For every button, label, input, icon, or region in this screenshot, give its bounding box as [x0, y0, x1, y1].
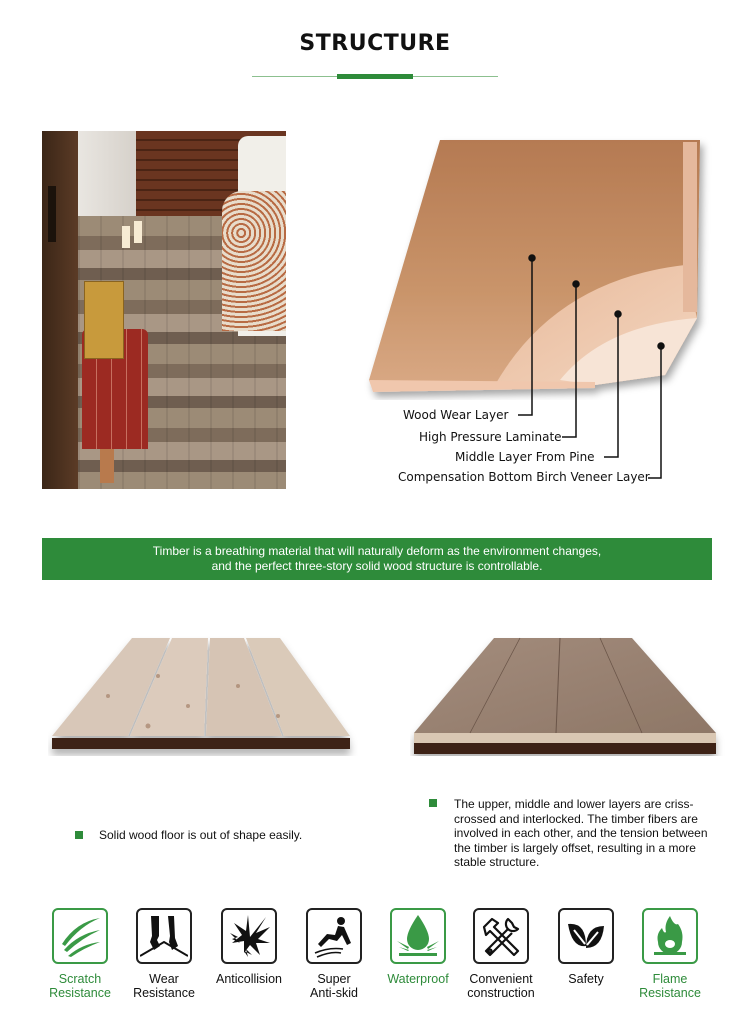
- callout-high-pressure-laminate: High Pressure Laminate: [419, 430, 562, 444]
- anticollision-icon: [221, 908, 277, 964]
- callout-leaders: [0, 0, 750, 500]
- feature-waterproof: Waterproof: [373, 908, 463, 986]
- solid-wood-board-image: [48, 636, 358, 761]
- solid-wood-description: Solid wood floor is out of shape easily.: [99, 828, 303, 842]
- leaf-icon: [558, 908, 614, 964]
- callout-bottom-birch-veneer: Compensation Bottom Birch Veneer Layer: [398, 470, 650, 484]
- bullet-icon: [75, 831, 83, 839]
- feature-wear-resistance: Wear Resistance: [119, 908, 209, 1000]
- banner-line-2: and the perfect three-story solid wood structure is controllable.: [211, 559, 543, 573]
- wear-icon: [136, 908, 192, 964]
- callout-middle-layer-pine: Middle Layer From Pine: [455, 450, 595, 464]
- feature-convenient-construction: Convenient construction: [456, 908, 546, 1000]
- tools-icon: [473, 908, 529, 964]
- anti-skid-icon: [306, 908, 362, 964]
- waterproof-icon: [390, 908, 446, 964]
- three-layer-description: The upper, middle and lower layers are criss-crossed and interlocked. The timber fibers are involved in each other, and the tension between the timber is largely offset, resulting in a more stable structure.: [454, 797, 708, 869]
- banner-line-1: Timber is a breathing material that will naturally deform as the environment changes,: [152, 544, 602, 558]
- feature-scratch-resistance: Scratch Resistance: [35, 908, 125, 1000]
- callout-wood-wear-layer: Wood Wear Layer: [403, 408, 509, 422]
- bullet-icon: [429, 799, 437, 807]
- scratch-icon: [52, 908, 108, 964]
- info-banner: [42, 538, 712, 580]
- three-layer-board-image: [410, 636, 725, 761]
- feature-safety: Safety: [541, 908, 631, 986]
- flame-icon: [642, 908, 698, 964]
- feature-super-anti-skid: Super Anti-skid: [289, 908, 379, 1000]
- page-title: STRUCTURE: [299, 31, 451, 56]
- feature-anticollision: Anticollision: [204, 908, 294, 986]
- feature-flame-resistance: Flame Resistance: [625, 908, 715, 1000]
